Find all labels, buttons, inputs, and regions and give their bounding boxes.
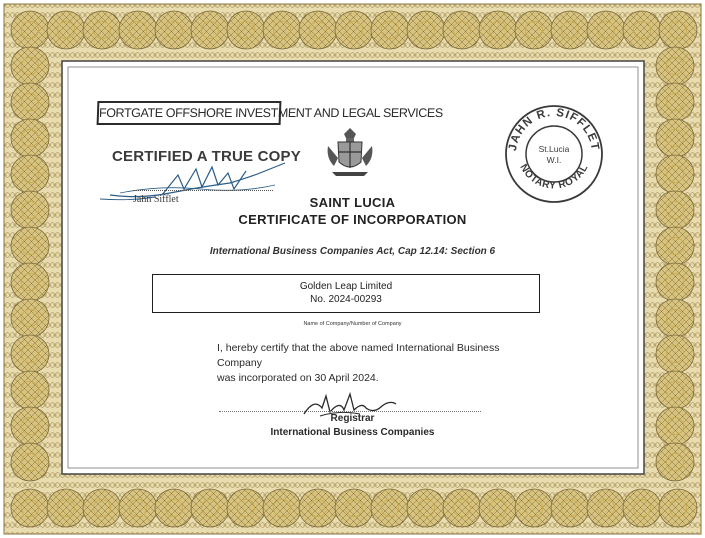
scallop-rosette <box>656 83 694 121</box>
scallop-rosette <box>119 11 157 49</box>
scallop-rosette <box>11 371 49 409</box>
scallop-rosette <box>299 11 337 49</box>
coat-of-arms-emblem <box>324 128 376 180</box>
certification-line-2: was incorporated on 30 April 2024. <box>217 372 379 384</box>
scallop-rosette <box>191 489 229 527</box>
company-name-box <box>152 274 540 313</box>
scallop-rosette <box>299 489 337 527</box>
scallop-rosette <box>11 119 49 157</box>
legislation-reference: International Business Companies Act, Cap 12.14: Section 6 <box>209 246 496 257</box>
scallop-rosette <box>263 11 301 49</box>
scallop-rosette <box>11 155 49 193</box>
notary-seal-bottom-text: NOTARY ROYAL <box>517 162 591 192</box>
scallop-rosette <box>656 443 694 481</box>
scallop-rosette <box>656 119 694 157</box>
scallop-rosette <box>11 335 49 373</box>
scallop-rosette <box>47 489 85 527</box>
notary-seal-center-line2: W.I. <box>546 155 562 165</box>
notary-seal-center-line1: St.Lucia <box>538 144 570 154</box>
signature-line <box>133 190 273 191</box>
scallop-rosette <box>515 489 553 527</box>
notary-seal <box>502 100 606 204</box>
scallop-rosette <box>656 335 694 373</box>
registrar-label: Registrar <box>330 413 375 424</box>
scallop-rosette <box>659 11 697 49</box>
scallop-rosette <box>11 83 49 121</box>
scallop-rosette <box>11 11 49 49</box>
scallop-rosette <box>371 11 409 49</box>
scallop-rosette <box>515 11 553 49</box>
scallop-rosette <box>83 489 121 527</box>
certification-statement <box>217 341 547 386</box>
scallop-rosette <box>227 11 265 49</box>
scallop-rosette <box>335 11 373 49</box>
scallop-rosette <box>371 489 409 527</box>
company-stamp-box: FORTGATE OFFSHORE INVESTMENT AND LEGAL SERVICES <box>97 101 282 125</box>
signatory-name: Jahn Sifflet <box>133 194 179 205</box>
scallop-rosette <box>551 489 589 527</box>
scallop-rosette <box>11 263 49 301</box>
company-number: No. 2024-00293 <box>310 294 382 305</box>
scallop-rosette <box>11 443 49 481</box>
scallop-rosette <box>659 489 697 527</box>
registrar-signature-line <box>219 411 481 412</box>
scallop-rosette <box>551 11 589 49</box>
scallop-rosette <box>155 11 193 49</box>
certification-line-1: I, hereby certify that the above named International Business Company <box>217 342 500 369</box>
scallop-rosette <box>623 489 661 527</box>
scallop-rosette <box>119 489 157 527</box>
scallop-rosette <box>155 489 193 527</box>
scallop-rosette <box>443 489 481 527</box>
scallop-rosette <box>407 489 445 527</box>
scallop-rosette <box>11 489 49 527</box>
certified-true-copy-stamp: CERTIFIED A TRUE COPY <box>112 148 301 165</box>
scallop-rosette <box>335 489 373 527</box>
scallop-rosette <box>443 11 481 49</box>
scallop-rosette <box>656 155 694 193</box>
scallop-rosette <box>623 11 661 49</box>
scallop-rosette <box>479 489 517 527</box>
registrar-office: International Business Companies <box>270 427 435 438</box>
scallop-rosette <box>587 489 625 527</box>
notary-seal-top-text: JAHN R. SIFFLET <box>507 106 601 152</box>
scallop-rosette <box>587 11 625 49</box>
scallop-rosette <box>656 263 694 301</box>
scallop-rosette <box>227 489 265 527</box>
scallop-rosette <box>263 489 301 527</box>
scallop-rosette <box>656 47 694 85</box>
certificate-title: CERTIFICATE OF INCORPORATION <box>238 212 467 227</box>
scallop-rosette <box>407 11 445 49</box>
svg-text:NOTARY ROYAL <box>517 163 590 192</box>
scallop-rosette <box>47 11 85 49</box>
scallop-rosette <box>11 299 49 337</box>
scallop-rosette <box>656 299 694 337</box>
scallop-rosette <box>656 371 694 409</box>
country-heading: SAINT LUCIA <box>309 195 396 210</box>
company-name: Golden Leap Limited <box>299 281 393 292</box>
scallop-rosette <box>191 11 229 49</box>
scallop-rosette <box>11 47 49 85</box>
scallop-rosette <box>83 11 121 49</box>
scallop-rosette <box>479 11 517 49</box>
company-field-caption: Name of Company/Number of Company <box>303 321 402 327</box>
